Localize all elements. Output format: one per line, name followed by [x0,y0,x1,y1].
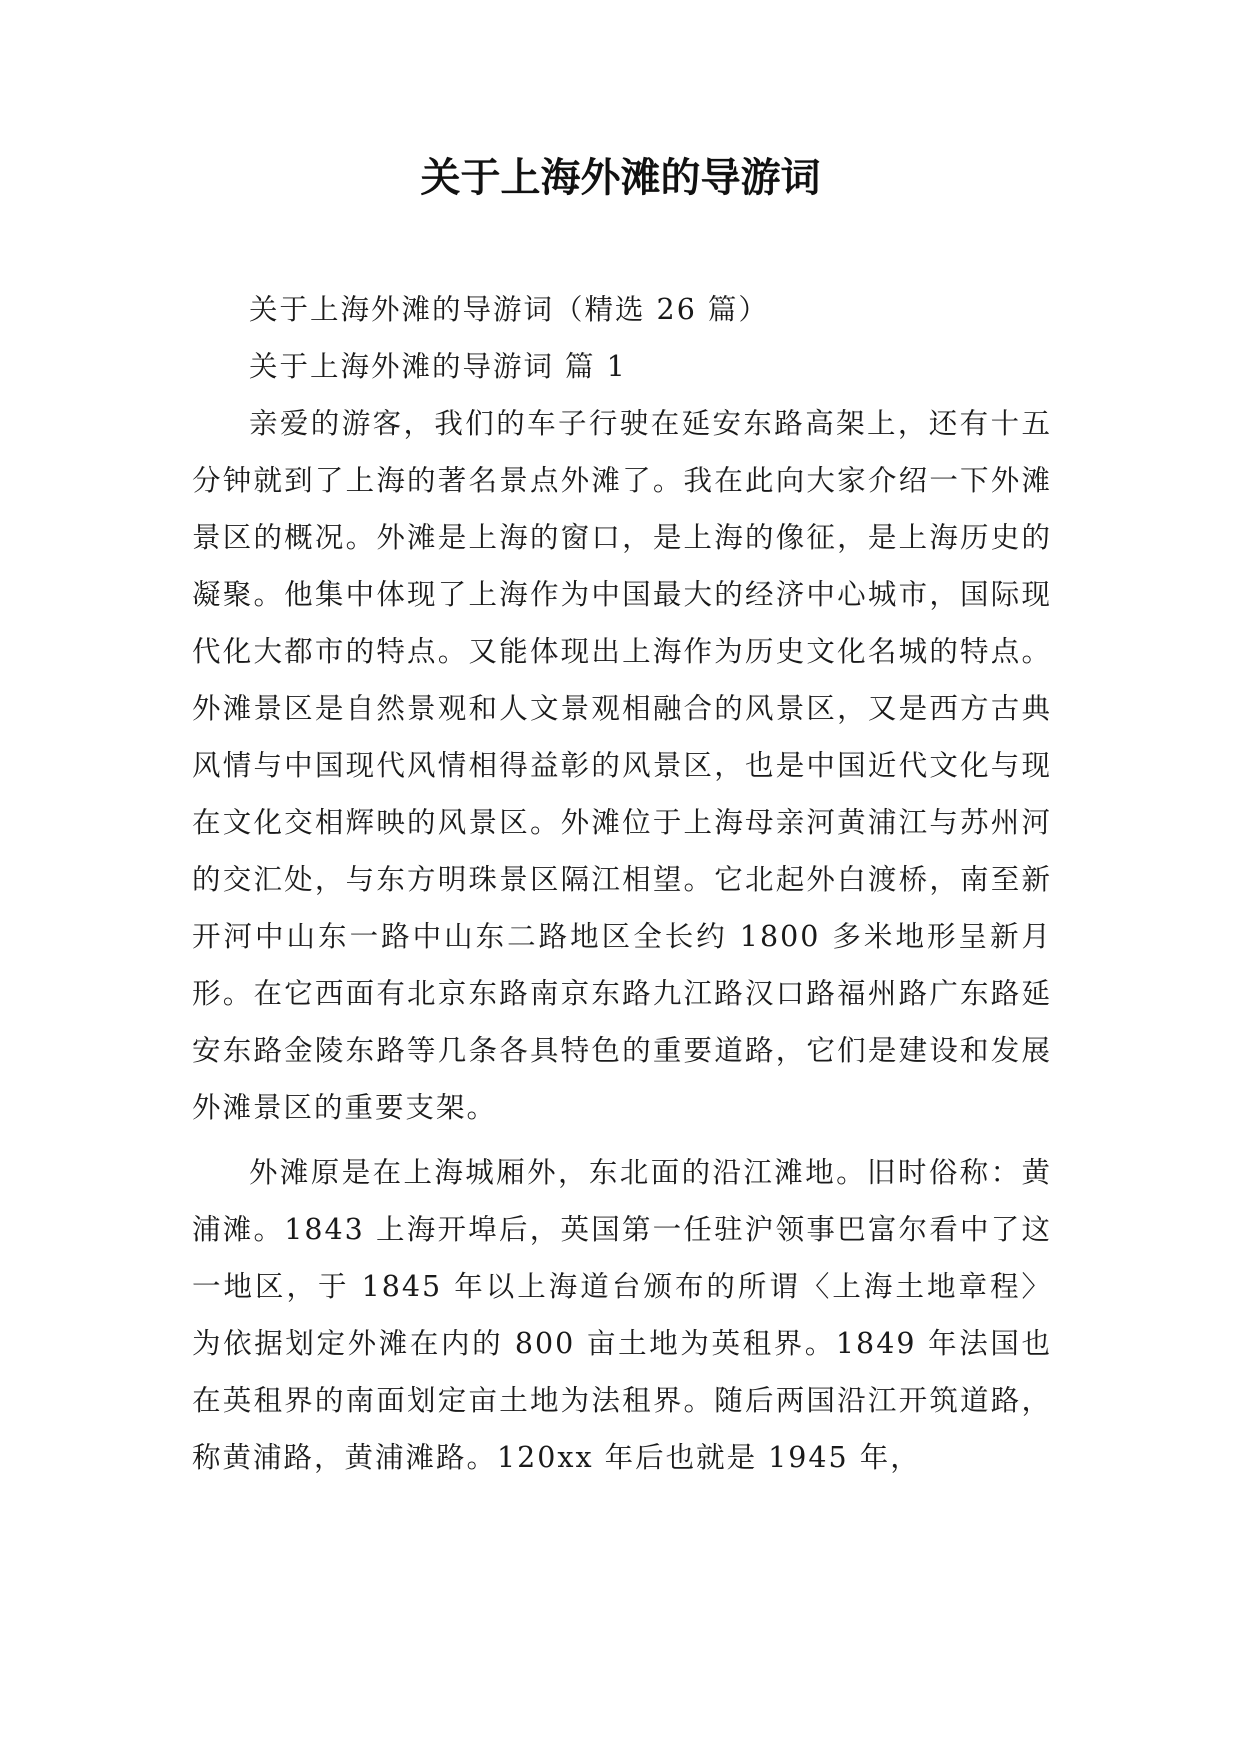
body-paragraph: 外滩原是在上海城厢外，东北面的沿江滩地。旧时俗称：黄浦滩。1843 上海开埠后，英国第一任驻沪领事巴富尔看中了这一地区，于 1845 年以上海道台颁布的所谓〈上海土地章程〉为依据划定外滩在内的 800 亩土地为英租界。1849 年法国也在英租界的南面划定亩土地为法租界。随后两国沿江开筑道路，称黄浦路，黄浦滩路。120xx 年后也就是 1945 年， [192,1156,1052,1474]
collection-heading: 关于上海外滩的导游词（精选 26 篇） [249,293,769,326]
body-paragraph: 亲爱的游客，我们的车子行驶在延安东路高架上，还有十五分钟就到了上海的著名景点外滩了。我在此向大家介绍一下外滩景区的概况。外滩是上海的窗口，是上海的像征，是上海历史的凝聚。他集中体现了上海作为中国最大的经济中心城市，国际现代化大都市的特点。又能体现出上海作为历史文化名城的特点。外滩景区是自然景观和人文景观相融合的风景区，又是西方古典风情与中国现代风情相得益彰的风景区，也是中国近代文化与现在文化交相辉映的风景区。外滩位于上海母亲河黄浦江与苏州河的交汇处，与东方明珠景区隔江相望。它北起外白渡桥，南至新开河中山东一路中山东二路地区全长约 1800 多米地形呈新月形。在它西面有北京东路南京东路九江路汉口路福州路广东路延安东路金陵东路等几条各具特色的重要道路，它们是建设和发展外滩景区的重要支架。 [192,407,1052,1124]
document-title: 关于上海外滩的导游词 [420,155,821,201]
section-heading: 关于上海外滩的导游词 篇 1 [249,350,627,383]
document-body [192,281,1052,1486]
